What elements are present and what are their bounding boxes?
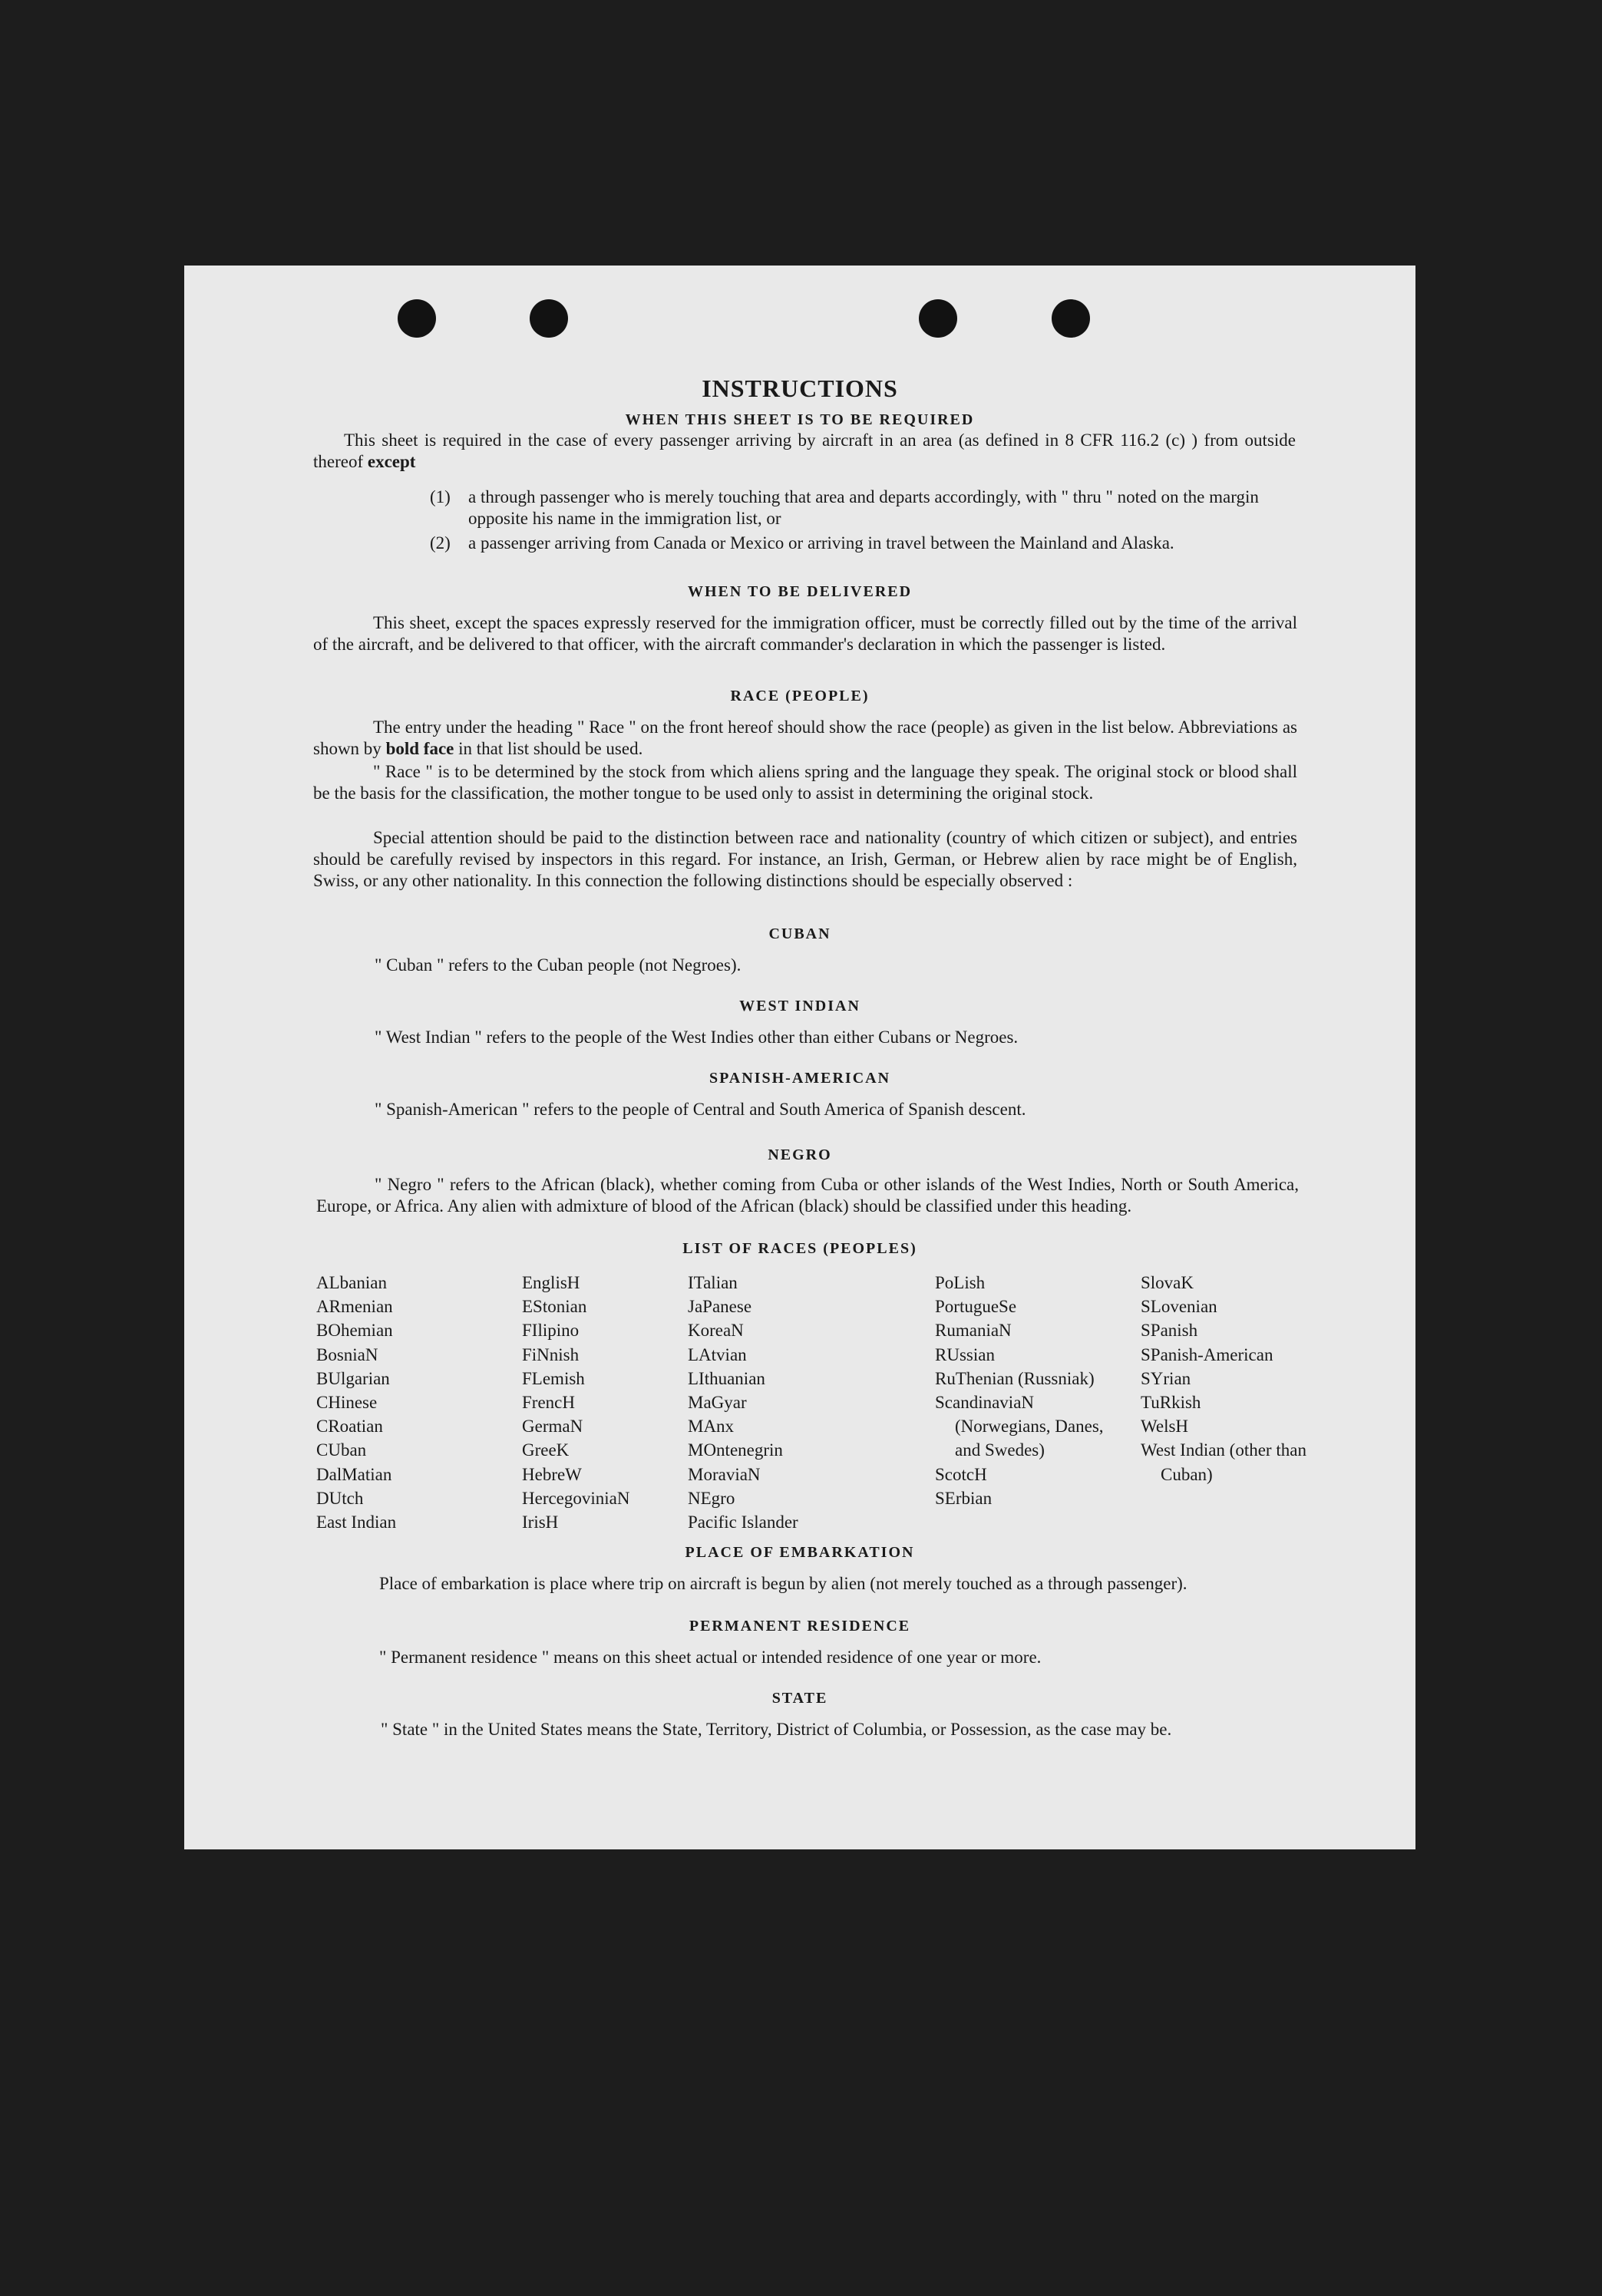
heading-spanish-american: SPANISH-AMERICAN: [709, 1070, 891, 1087]
race-item: FrencH: [522, 1393, 575, 1413]
heading-embarkation: PLACE OF EMBARKATION: [685, 1544, 915, 1561]
paragraph-race-3: Special attention should be paid to the distinction between race and nationality (country of which citizen or subject), and entries should be carefully revised by inspectors in this regard. For instance, an Irish, German, or Hebrew alien by race might be of English, Swiss, or any other nationality. In this connection the following distinctions should be especially observed :: [313, 828, 1297, 890]
paragraph-west-indian: " West Indian " refers to the people of the West Indies other than either Cubans or Negroes.: [375, 1028, 1019, 1047]
heading-negro: NEGRO: [768, 1146, 832, 1163]
race-item: DUtch: [316, 1488, 364, 1508]
race-item: EnglisH: [522, 1273, 580, 1292]
race-item: ARmenian: [316, 1297, 393, 1317]
races-column-3: [688, 1271, 880, 1534]
race-item: SLovenian: [1141, 1297, 1217, 1317]
race-item: FLemish: [522, 1368, 585, 1388]
races-column-1: [316, 1271, 500, 1534]
race-item: BUlgarian: [316, 1368, 390, 1388]
race-item: CRoatian: [316, 1417, 383, 1437]
race-item: TuRkish: [1141, 1393, 1201, 1413]
race-item: SlovaK: [1141, 1273, 1194, 1292]
exceptions-list: [430, 487, 1297, 554]
race-item: CUban: [316, 1440, 367, 1460]
race-item: SYrian: [1141, 1368, 1191, 1388]
race-item: DalMatian: [316, 1464, 392, 1484]
race-item: East Indian: [316, 1513, 397, 1532]
exception-item-2: (2) a passenger arriving from Canada or Mexico or arriving in travel between the Mainland and Alaska.: [430, 533, 1174, 553]
race-item: PoLish: [935, 1273, 986, 1292]
race-item: MaGyar: [688, 1393, 747, 1413]
race-item: KoreaN: [688, 1321, 744, 1341]
heading-state: STATE: [771, 1690, 828, 1707]
punch-hole-3: [919, 299, 957, 338]
heading-when-delivered: WHEN TO BE DELIVERED: [687, 583, 913, 600]
race-item: ALbanian: [316, 1273, 387, 1292]
exception-item-1: (1) a through passenger who is merely touching that area and departs accordingly, with " thru " noted on the margin opposite his name in the immigration list, or: [430, 487, 1259, 528]
race-item: BOhemian: [316, 1321, 393, 1341]
race-item: RUssian: [935, 1344, 995, 1364]
race-item: SErbian: [935, 1488, 993, 1508]
race-item: SPanish: [1141, 1321, 1198, 1341]
race-item: Pacific Islander: [688, 1513, 798, 1532]
race-item: PortugueSe: [935, 1297, 1017, 1317]
race-item: FIlipino: [522, 1321, 580, 1341]
paragraph-negro: " Negro " refers to the African (black), whether coming from Cuba or other islands of the West Indies, North or South America, Europe, or Africa. Any alien with admixture of blood of the African (black) should be classified under this heading.: [316, 1175, 1299, 1216]
race-item: ScandinaviaN (Norwegians, Danes, and Swedes): [935, 1393, 1104, 1460]
race-item: RuThenian (Russniak): [935, 1368, 1095, 1388]
race-item: GreeK: [522, 1440, 570, 1460]
race-item: MoraviaN: [688, 1464, 761, 1484]
race-item: WelsH: [1141, 1417, 1189, 1437]
races-column-2: [522, 1271, 706, 1534]
paragraph-residence: " Permanent residence " means on this sheet actual or intended residence of one year or more.: [379, 1648, 1042, 1667]
paragraph-state: " State " in the United States means the State, Territory, District of Columbia, or Possession, as the case may be.: [381, 1720, 1172, 1739]
heading-races-list: LIST OF RACES (PEOPLES): [682, 1240, 917, 1257]
race-item: GermaN: [522, 1417, 583, 1437]
race-item: SPanish-American: [1141, 1344, 1273, 1364]
race-item: HercegoviniaN: [522, 1488, 630, 1508]
race-item: NEgro: [688, 1488, 735, 1508]
punch-hole-4: [1052, 299, 1090, 338]
heading-west-indian: WEST INDIAN: [739, 998, 860, 1014]
punch-hole-2: [530, 299, 568, 338]
paragraph-when-required: This sheet is required in the case of every passenger arriving by aircraft in an area (as defined in 8 CFR 116.2 (c) ) from outside thereof except: [313, 430, 1296, 471]
heading-when-required: WHEN THIS SHEET IS TO BE REQUIRED: [625, 411, 975, 428]
race-item: ScotcH: [935, 1464, 987, 1484]
paragraph-race-1: The entry under the heading " Race " on the front hereof should show the race (people) as given in the list below. Abbreviations as shown by bold face in that list should be used.: [313, 718, 1297, 758]
race-item: HebreW: [522, 1464, 582, 1484]
page-title: INSTRUCTIONS: [702, 374, 898, 402]
race-item: EStonian: [522, 1297, 587, 1317]
race-item: BosniaN: [316, 1344, 378, 1364]
heading-residence: PERMANENT RESIDENCE: [689, 1618, 911, 1635]
race-item: JaPanese: [688, 1297, 752, 1317]
heading-race: RACE (PEOPLE): [730, 688, 870, 704]
race-item: MAnx: [688, 1417, 735, 1437]
races-column-4: [935, 1271, 1119, 1510]
paragraph-spanish-american: " Spanish-American " refers to the people of Central and South America of Spanish descent.: [375, 1100, 1026, 1119]
race-item: MOntenegrin: [688, 1440, 783, 1460]
paragraph-race-2: " Race " is to be determined by the stock from which aliens spring and the language they speak. The original stock or blood shall be the basis for the classification, the mother tongue to be used only to assist in determining the original stock.: [313, 762, 1297, 803]
race-item: RumaniaN: [935, 1321, 1012, 1341]
race-item: ITalian: [688, 1273, 738, 1292]
race-item: West Indian (other than Cuban): [1141, 1440, 1306, 1484]
paragraph-cuban: " Cuban " refers to the Cuban people (not Negroes).: [375, 955, 742, 975]
races-column-5: [1141, 1271, 1311, 1486]
race-item: IrisH: [522, 1513, 559, 1532]
race-item: LAtvian: [688, 1344, 747, 1364]
heading-cuban: CUBAN: [768, 925, 831, 942]
paragraph-when-delivered: This sheet, except the spaces expressly reserved for the immigration officer, must be correctly filled out by the time of the arrival of the aircraft, and be delivered to that officer, with the aircraft commander's declaration in which the passenger is listed.: [313, 613, 1297, 654]
race-item: FiNnish: [522, 1344, 580, 1364]
race-item: LIthuanian: [688, 1368, 765, 1388]
paragraph-embarkation: Place of embarkation is place where trip on aircraft is begun by alien (not merely touched as a through passenger).: [379, 1574, 1187, 1593]
document-page: [184, 266, 1415, 1849]
race-item: CHinese: [316, 1393, 378, 1413]
punch-hole-1: [398, 299, 436, 338]
